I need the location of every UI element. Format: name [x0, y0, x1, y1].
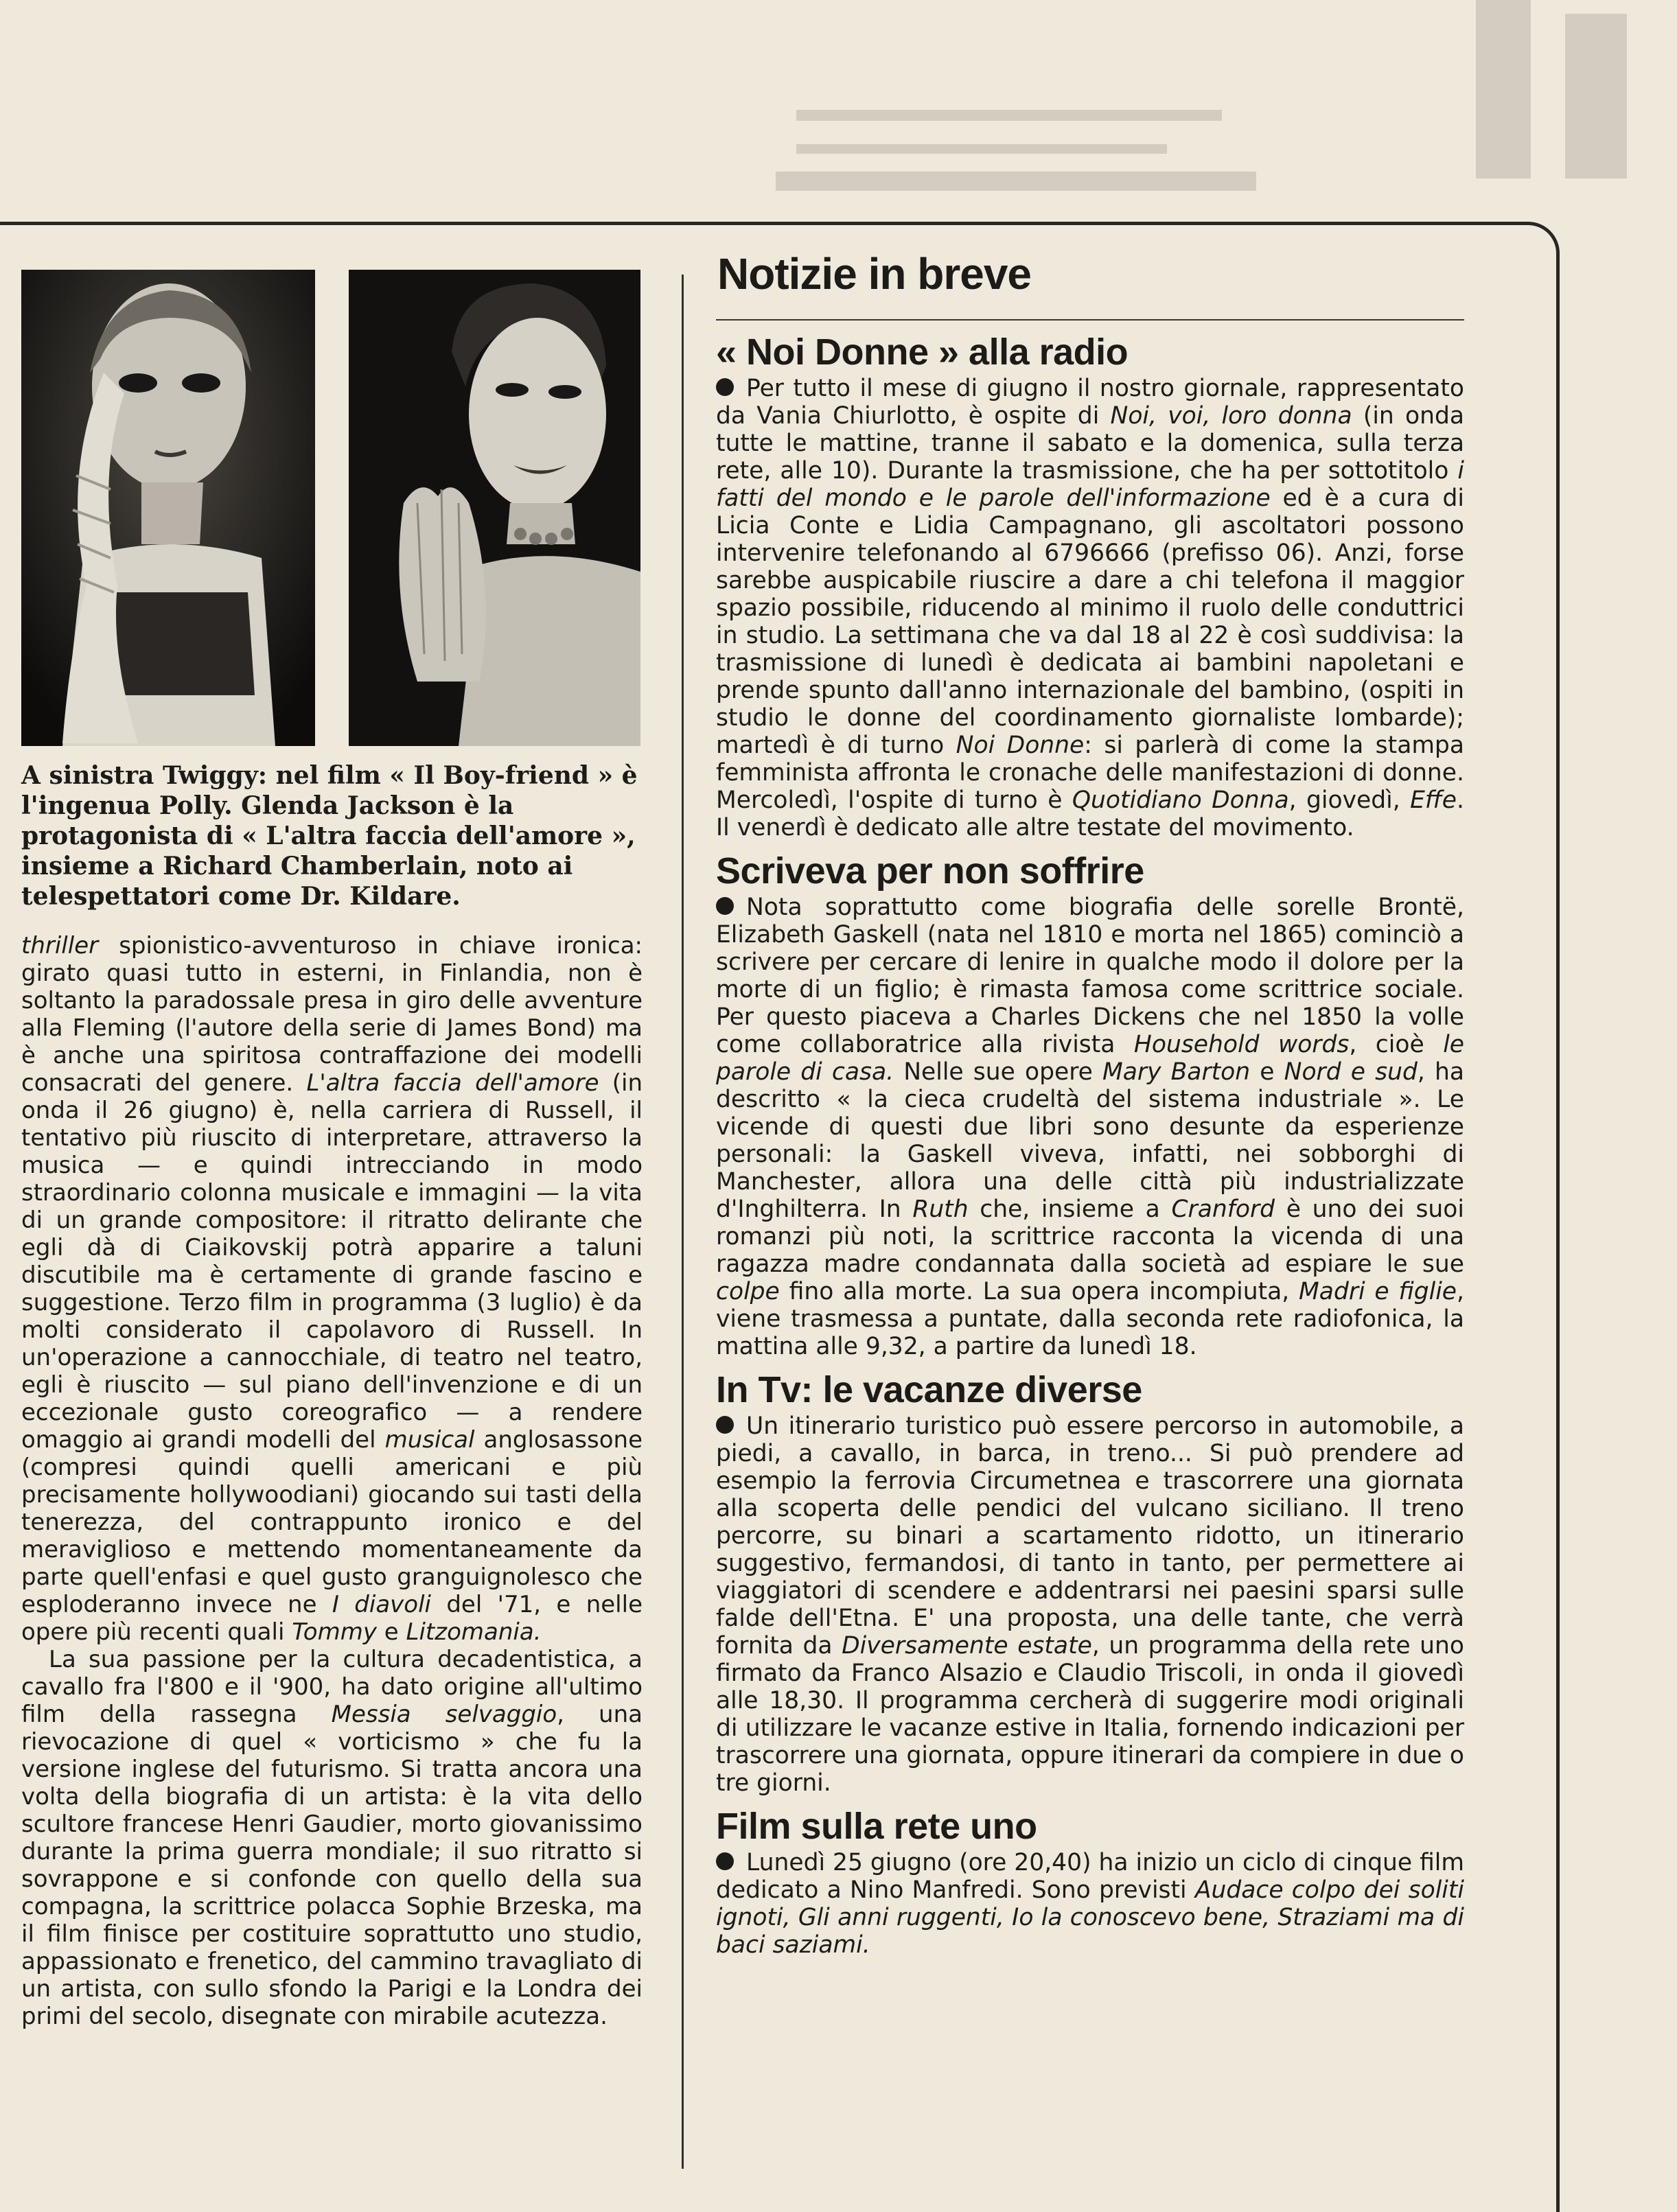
italic-title: colpe [716, 1278, 780, 1305]
news-item-vacanze [716, 1367, 1464, 1797]
bleed-through-shadow [707, 0, 1668, 206]
article-paragraph: La sua passione per la cultura decadentistica, a cavallo fra l'800 e il '900, ha dato origine all'ultimo film della rassegna Messia selvaggio, una rievocazione di quel « vorticismo » che fu la versione inglese del futurismo. Si tratta ancora una volta della biografia di un artista: è la vita dello scultore francese Henri Gaudier, morto giovanissimo durante la prima guerra mondiale; il suo ritratto si sovrappone e si confonde con quello della sua compagna, la scrittrice polacca Sophie Brzeska, ma il film finisce per costituire soprattutto uno studio, appassionato e frenetico, del cammino travagliato di un artista, con sullo sfondo la Parigi e la Londra dei primi del secolo, disegnate con mirabile acutezza. [21, 1646, 643, 2030]
italic-title: Ruth [912, 1196, 969, 1223]
news-item-noi-donne [716, 329, 1464, 841]
italic-title: Quotidiano Donna [1072, 787, 1289, 814]
news-briefs-column [716, 329, 1464, 1966]
news-body: Lunedì 25 giugno (ore 20,40) ha inizio un ciclo di cinque film dedicato a Nino Manfredi. Sono previsti Audace colpo dei soliti ignoti, Gli anni ruggenti, Io la conoscevo bene, Straziami ma di baci saziami. [716, 1849, 1464, 1959]
italic-title: i fatti del mondo e le parole dell'informazione [716, 457, 1464, 512]
news-body: Per tutto il mese di giugno il nostro giornale, rappresentato da Vania Chiurlotto, è ospite di Noi, voi, loro donna (in onda tutte le mattine, tranne il sabato e la domenica, sulla terza rete, alle 10). Durante la trasmissione, che ha per sottotitolo i fatti del mondo e le parole dell'informazione ed è a cura di Licia Conte e Lidia Campagnano, gli ascoltatori possono intervenire telefonando al 6796666 (prefisso 06). Anzi, forse sarebbe auspicabile riuscire a dare a chi telefona il maggior spazio possibile, riducendo al minimo il ruolo delle conduttrici in studio. La settimana che va dal 18 al 22 è così suddivisa: la trasmissione di lunedì è dedicata ai bambini napoletani e prende spunto dall'anno internazionale del bambino, (ospiti in studio le donne del coordinamento giornaliste lombarde); martedì è di turno Noi Donne: si parlerà di come la stampa femminista affronta le cronache delle manifestazioni di donne. Mercoledì, l'ospite di turno è Quotidiano Donna, giovedì, Effe. Il venerdì è dedicato alle altre testate del movimento. [716, 375, 1465, 841]
glenda-jackson-photo [349, 270, 640, 746]
italic-title: le parole di casa. [716, 1031, 1464, 1086]
news-heading: In Tv: le vacanze diverse [716, 1369, 1142, 1410]
italic-title: Tommy [292, 1618, 377, 1646]
italic-title: I diavoli [332, 1591, 431, 1618]
italic-title: thriller [21, 932, 99, 959]
italic-title: Mary Barton [1102, 1058, 1251, 1086]
italic-title: Diversamente estate [842, 1632, 1092, 1660]
italic-title: L'altra faccia dell'amore [306, 1069, 599, 1097]
notizie-in-breve-title: Notizie in breve [717, 249, 1031, 299]
bullet-icon [716, 378, 734, 396]
italic-title: Nord e sud [1284, 1058, 1418, 1086]
news-heading: Film sulla rete uno [716, 1806, 1037, 1847]
bullet-icon [716, 1416, 734, 1434]
bullet-icon [716, 897, 734, 915]
news-item-scriveva [716, 848, 1464, 1360]
news-body: Un itinerario turistico può essere percorso in automobile, a piedi, a cavallo, in barca, in treno... Si può prendere ad esempio la ferrovia Circumetnea e trascorrere una giornata alla scoperta delle pendici del vulcano siciliano. Il treno percorre, su binari a scartamento ridotto, un itinerario suggestivo, fermandosi, di tanto in tanto, per permettere ai viaggiatori di scendere e addentrarsi nei paesini sparsi sulle falde dell'Etna. E' una proposta, una delle tante, che verrà fornita da Diversamente estate, un programma della rete uno firmato da Franco Alsazio e Claudio Triscoli, in onda il giovedì alle 18,30. Il programma cercherà di suggerire modi originali di utilizzare le vacanze estive in Italia, fornendo indicazioni per trascorrere una giornata, oppure itinerari da compiere in due o tre giorni. [716, 1412, 1464, 1797]
article-left-column [21, 932, 643, 2030]
photo-caption: A sinistra Twiggy: nel film « Il Boy-friend » è l'ingenua Polly. Glenda Jackson è la protagonista di « L'altra faccia dell'amore », insieme a Richard Chamberlain, noto ai telespettatori come Dr. Kildare. [21, 761, 638, 911]
news-item-film [716, 1804, 1464, 1959]
title-underline [716, 319, 1464, 321]
news-heading: Scriveva per non soffrire [716, 850, 1144, 892]
news-heading: « Noi Donne » alla radio [716, 331, 1129, 373]
italic-title: musical [384, 1426, 475, 1454]
italic-title: Audace colpo dei soliti ignoti, Gli anni ruggenti, Io la conoscevo bene, Straziami ma di baci saziami. [716, 1876, 1464, 1959]
italic-title: Cranford [1171, 1196, 1275, 1223]
italic-title: Effe [1410, 787, 1457, 814]
italic-title: Litzomania. [406, 1618, 542, 1646]
column-divider [682, 275, 684, 2169]
news-body: Nota soprattutto come biografia delle sorelle Brontë, Elizabeth Gaskell (nata nel 1810 e morta nel 1865) cominciò a scrivere per cercare di lenire in qualche modo il dolore per la morte di un figlio; è rimasta famosa come scrittrice sociale. Per questo piaceva a Charles Dickens che nel 1850 la volle come collaboratrice alla rivista Household words, cioè le parole di casa. Nelle sue opere Mary Barton e Nord e sud, ha descritto « la cieca crudeltà del sistema industriale ». Le vicende di questi due libri sono desunte da esperienze personali: la Gaskell viveva, infatti, nei sobborghi di Manchester, allora una delle città più industrializzate d'Inghilterra. In Ruth che, insieme a Cranford è uno dei suoi romanzi più noti, la scrittrice racconta la vicenda di una ragazza madre condannata dalla società ad espiare le sue colpe fino alla morte. La sua opera incompiuta, Madri e figlie, viene trasmessa a puntate, dalla seconda rete radiofonica, la mattina alle 9,32, a partire da lunedì 18. [716, 894, 1464, 1360]
italic-title: Noi Donne [956, 732, 1085, 759]
italic-title: Household words [1133, 1031, 1350, 1058]
italic-title: Noi, voi, loro donna [1110, 402, 1352, 430]
italic-title: Madri e figlie [1299, 1278, 1457, 1305]
article-paragraph: thriller spionistico-avventuroso in chiave ironica: girato quasi tutto in esterni, in Finlandia, non è soltanto la paradossale presa in giro delle avventure alla Fleming (l'autore della serie di James Bond) ma è anche una spiritosa contraffazione dei modelli consacrati del genere. L'altra faccia dell'amore (in onda il 26 giugno) è, nella carriera di Russell, il tentativo più riuscito di interpretare, attraverso la musica — e quindi intrecciando in modo straordinario colonna musicale e immagini — la vita di un grande compositore: il ritratto delirante che egli dà di Ciaikovskij potrà apparire a taluni discutibile ma è certamente di grande fascino e suggestione. Terzo film in programma (3 luglio) è da molti considerato il capolavoro di Russell. In un'operazione a cannocchiale, di teatro nel teatro, egli è riuscito — sul piano dell'invenzione e di un eccezionale gusto coreografico — a rendere omaggio ai grandi modelli del musical anglosassone (compresi quindi quelli americani e più precisamente hollywoodiani) giocando sui tasti della tenerezza, del contrappunto ironico e del meraviglioso e mettendo momentaneamente da parte quell'enfasi e quel gusto granguignolesco che esploderanno invece ne I diavoli del '71, e nelle opere più recenti quali Tommy e Litzomania. [21, 932, 643, 1646]
italic-title: Messia selvaggio [331, 1701, 557, 1728]
twiggy-photo [21, 270, 315, 746]
bullet-icon [716, 1852, 734, 1870]
